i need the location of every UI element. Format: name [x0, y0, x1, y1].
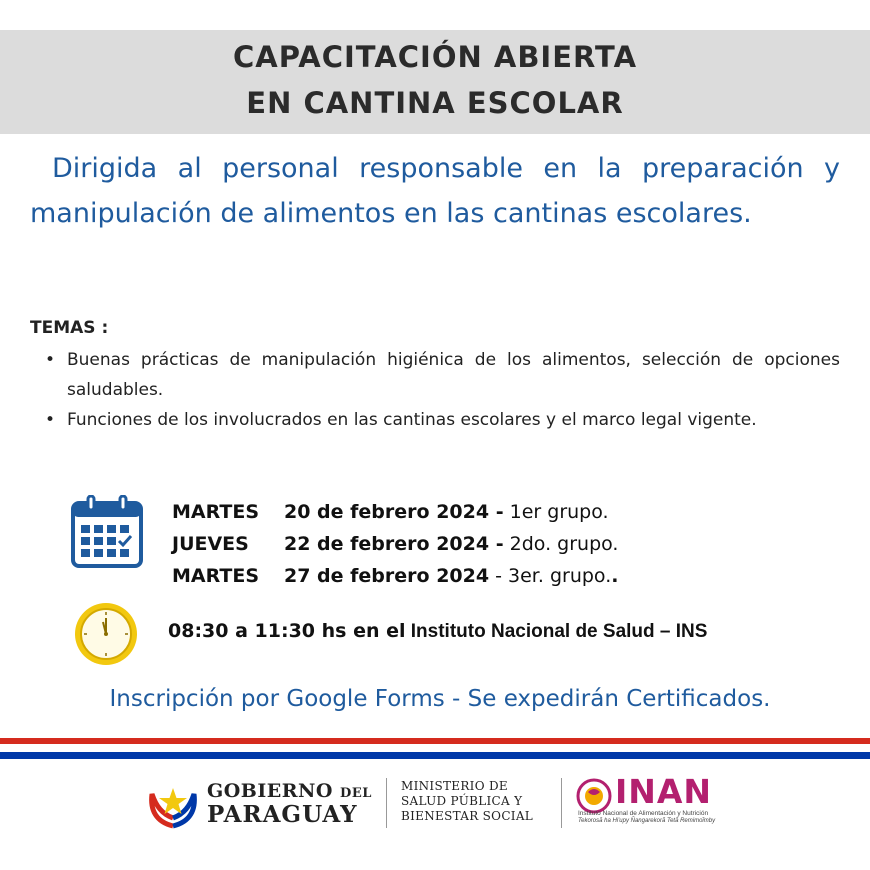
schedule-date: 27 de febrero 2024 [284, 565, 490, 587]
title-line-1: CAPACITACIÓN ABIERTA [232, 40, 638, 74]
location-name: Instituto Nacional de Salud – INS [405, 621, 708, 642]
gobierno-del: DEL [340, 786, 372, 801]
temas-heading: TEMAS : [30, 318, 109, 338]
inan-logo-icon [576, 778, 612, 814]
schedule-group: 1er grupo. [503, 501, 609, 523]
schedule-day: JUEVES [172, 533, 249, 555]
inan-subtitle-guarani: Tekorosã ha Hi'upy Ñangarekorã Tetã Remimoĩmby [578, 818, 716, 824]
time-location [168, 620, 707, 643]
ministerio-name [401, 779, 533, 824]
tema-text: Buenas prácticas de manipulación higiénica de los alimentos, selección de opciones saludables. [67, 350, 840, 400]
list-item: • Buenas prácticas de manipulación higiénica de los alimentos, selección de opciones saludables. [45, 350, 840, 400]
paraguay-seal-icon [146, 776, 200, 830]
clock-icon [72, 600, 140, 668]
tema-text: Funciones de los involucrados en las cantinas escolares y el marco legal vigente. [67, 410, 757, 430]
inan-wordmark: INAN [615, 772, 713, 811]
calendar-icon [70, 495, 144, 569]
time-hours: 08:30 a 11:30 hs en el [168, 620, 406, 642]
inan-subtitle: Instituto Nacional de Alimentación y Nutrición [578, 810, 709, 817]
intro-text [30, 146, 840, 236]
footer-divider [386, 778, 387, 828]
title-line-2: EN CANTINA ESCOLAR [246, 86, 624, 120]
registration-note: Inscripción por Google Forms - Se expedirán Certificados. [109, 686, 771, 712]
gobierno-word: GOBIERNO [207, 780, 333, 802]
footer-logos [0, 770, 870, 840]
intro-body: Dirigida al personal responsable en la preparación y manipulación de alimentos en las cantinas escolares. [30, 153, 840, 229]
schedule-list [172, 496, 618, 592]
ministerio-line: MINISTERIO DE [401, 779, 508, 793]
schedule-group: 2do. grupo. [503, 533, 619, 555]
ministerio-line: BIENESTAR SOCIAL [401, 809, 534, 823]
schedule-day: MARTES [172, 565, 260, 587]
flag-stripe-blue [0, 752, 870, 759]
footer-divider [561, 778, 562, 828]
temas-list [30, 345, 840, 435]
gobierno-line-2: PARAGUAY [207, 801, 358, 828]
list-item: • Funciones de los involucrados en las cantinas escolares y el marco legal vigente. [45, 410, 757, 430]
ministerio-line: SALUD PÚBLICA Y [401, 794, 523, 808]
schedule-row: MARTES 27 de febrero 2024 - 3er. grupo.. [172, 560, 618, 592]
schedule-date: 22 de febrero 2024 - [284, 533, 504, 555]
schedule-day: MARTES [172, 501, 260, 523]
schedule-group: - 3er. grupo. [489, 565, 612, 587]
schedule-row [172, 528, 618, 560]
flag-stripe-red [0, 738, 870, 744]
schedule-date: 20 de febrero 2024 - [284, 501, 504, 523]
schedule-row [172, 496, 618, 528]
gobierno-line-1 [207, 780, 372, 802]
